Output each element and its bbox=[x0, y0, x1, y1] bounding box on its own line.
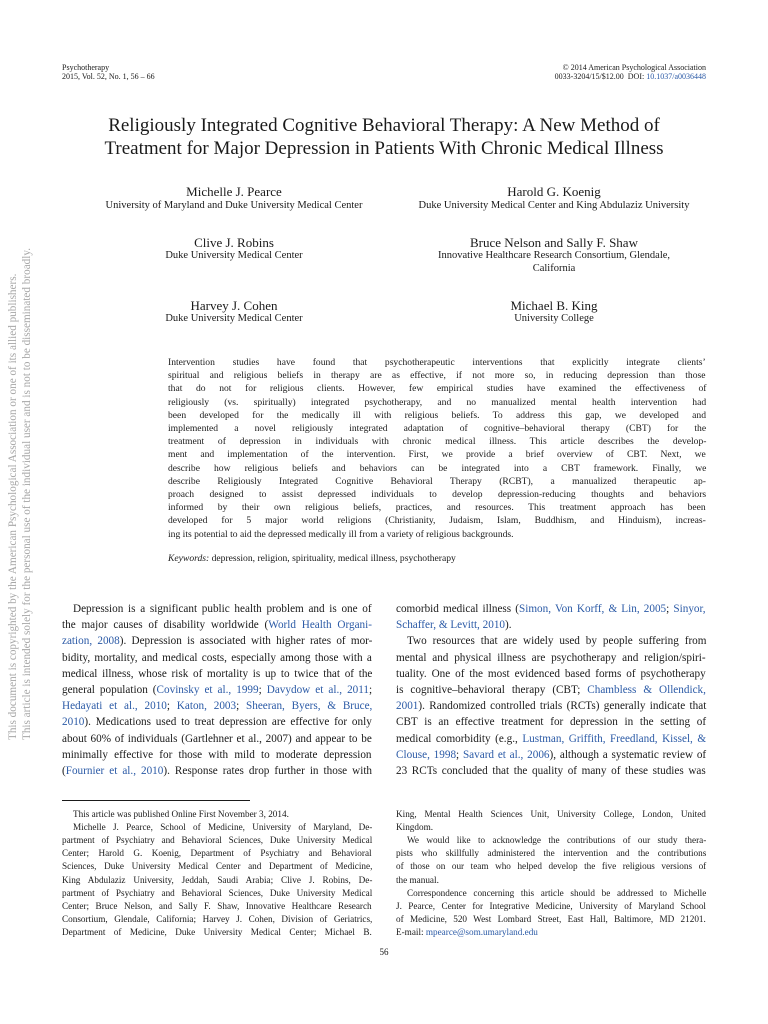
text-segment: ). Medications used to treat depression are effective for only bbox=[84, 716, 372, 729]
text-segment: general population ( bbox=[62, 684, 157, 696]
text-segment: the manual. bbox=[396, 874, 439, 885]
text-line bbox=[62, 701, 372, 712]
text-line bbox=[396, 717, 706, 728]
page-number: 56 bbox=[379, 947, 389, 957]
abstract-line: informed by their own religious beliefs, practices, and resources. This treatment approach has been bbox=[168, 502, 706, 514]
text-line bbox=[407, 889, 706, 898]
citation-link[interactable]: 2010 bbox=[62, 716, 85, 729]
text-line bbox=[396, 620, 512, 631]
text-segment: King Abdulaziz University, Jeddah, Saudi Arabia; Clive J. Robins, De- bbox=[62, 874, 373, 885]
citation-link[interactable]: Katon, 2003 bbox=[176, 700, 237, 713]
text-line bbox=[62, 653, 372, 664]
text-segment: mental and physical illness are psychotherapy and religion/spiri- bbox=[396, 651, 706, 664]
citation-link[interactable]: Sheeran, Byers, & Bruce, bbox=[246, 700, 373, 713]
abstract-line: Intervention studies have found that psychotherapeutic interventions that explicitly integrate clients’ bbox=[168, 357, 706, 368]
journal-volume: 2015, Vol. 52, No. 1, 56 – 66 bbox=[62, 72, 155, 81]
text-segment: Kingdom. bbox=[396, 822, 434, 833]
text-segment: CBT is an effective treatment for depression in the setting of bbox=[396, 716, 707, 729]
doi-line bbox=[555, 73, 706, 81]
text-segment: about 60% of individuals (Gartlehner et al., 2007) and appear to be bbox=[62, 732, 372, 745]
text-segment: ). Depression is associated with higher rates of mor- bbox=[119, 635, 373, 648]
text-segment: ). bbox=[505, 619, 512, 632]
text-line bbox=[62, 902, 372, 911]
text-segment: ; bbox=[258, 684, 267, 696]
abstract-line: been developed for the medically ill with religious beliefs. To address this gap, we developed and bbox=[168, 409, 707, 421]
abstract-line: ing its potential to aid the depressed medically ill from a variety of religious backgrounds. bbox=[168, 528, 514, 540]
text-segment: ), although a systematic review of bbox=[549, 748, 707, 761]
text-segment: partment of Psychiatry and Behavioral Sciences, Duke University Medical bbox=[62, 835, 373, 846]
abstract-line: religiously (vs. spiritually) integrated psychotherapy, and no manualized mental health intervention had bbox=[168, 396, 707, 408]
text-segment: Center; Bruce Nelson, and Sally F. Shaw, Innovative Healthcare Research bbox=[62, 900, 372, 911]
text-segment: ( bbox=[62, 765, 66, 777]
sidebar-copyright-line-1: This document is copyrighted by the American Psychological Association or one of its allied publishers. bbox=[7, 273, 19, 740]
citation-link[interactable]: Schaffer, & Levitt, 2010 bbox=[396, 619, 506, 632]
text-segment: ; bbox=[666, 603, 674, 615]
text-line bbox=[73, 823, 372, 832]
journal-name: Psychotherapy bbox=[62, 63, 110, 72]
author-affiliation: University of Maryland and Duke University Medical Center bbox=[105, 200, 363, 211]
text-segment: Depression is a significant public health problem and is one of bbox=[73, 603, 372, 615]
author-name: Clive J. Robins bbox=[194, 235, 274, 250]
text-segment: Center; Harold G. Koenig, Department of Psychiatry and Behavioral bbox=[62, 848, 372, 859]
text-line bbox=[62, 750, 372, 761]
text-segment: Two resources that are widely used by people suffering from bbox=[407, 635, 707, 648]
text-segment: Department of Medicine, Duke University Medical Center; Michael B. bbox=[62, 926, 372, 937]
text-segment: ; bbox=[236, 700, 247, 713]
text-segment: the major causes of disability worldwide ( bbox=[62, 619, 269, 632]
author-affiliation: Duke University Medical Center bbox=[165, 250, 303, 261]
text-line bbox=[396, 734, 706, 745]
abstract-line: proach designed to assist depressed individuals to develop depression-reducing thoughts and behaviors bbox=[168, 489, 707, 500]
citation-link[interactable]: Covinsky et al., 1999 bbox=[156, 684, 259, 696]
abstract-line: developed for 5 major world religions (Christianity, Judaism, Islam, Buddhism, and Hinduism), increas- bbox=[168, 515, 706, 527]
citation-link[interactable]: zation, 2008 bbox=[62, 635, 120, 648]
citation-link[interactable]: Fournier et al., 2010 bbox=[65, 765, 164, 777]
text-segment: ; bbox=[456, 748, 463, 761]
text-segment: ; bbox=[369, 684, 373, 696]
text-segment: ). Randomized controlled trials (RCTs) generally indicate that bbox=[418, 700, 707, 713]
text-line bbox=[396, 928, 538, 937]
copyright-notice: © 2014 American Psychological Association bbox=[562, 63, 706, 72]
citation-link[interactable]: Davydow et al., 2011 bbox=[266, 684, 370, 696]
text-segment: E-mail: bbox=[396, 926, 426, 937]
author-affiliation: University College bbox=[514, 313, 594, 324]
article-title-line-1: Religiously Integrated Cognitive Behavioral Therapy: A New Method of bbox=[108, 115, 660, 136]
citation-link[interactable]: Clouse, 1998 bbox=[396, 748, 457, 761]
text-line bbox=[62, 849, 372, 858]
abstract-line: treatment of depression in individuals with chronic medical illness. This article describes the develop- bbox=[168, 436, 707, 448]
sidebar-copyright-line-2: This article is intended solely for the personal use of the individual user and is not to be disseminated broadly. bbox=[21, 247, 33, 740]
text-line bbox=[73, 604, 372, 615]
text-line bbox=[62, 766, 372, 777]
text-line bbox=[62, 836, 372, 845]
text-segment: partment of Psychiatry and Behavioral Sciences, Duke University Medical bbox=[62, 887, 373, 898]
text-line bbox=[396, 604, 706, 615]
keywords-line bbox=[168, 554, 456, 564]
doi-label: DOI: bbox=[627, 72, 645, 81]
abstract-line: implemented a novel religiously integrated adaptation of cognitive–behavioral therapy (CBT) for the bbox=[168, 423, 707, 434]
text-line bbox=[396, 902, 706, 911]
text-segment: ; bbox=[166, 700, 177, 713]
text-segment: of Medicine, 520 West Lombard Street, East Hall, Baltimore, MD 21201. bbox=[396, 913, 706, 924]
text-line bbox=[396, 862, 706, 871]
text-line bbox=[62, 889, 372, 898]
abstract-line: describe how religious beliefs and behaviors can be integrated into a CBT framework. Finally, we bbox=[168, 462, 707, 474]
author-affiliation: California bbox=[532, 263, 576, 274]
text-line bbox=[73, 810, 289, 819]
citation-link[interactable]: Savard et al., 2006 bbox=[462, 748, 550, 761]
text-line bbox=[62, 717, 372, 728]
text-line bbox=[396, 653, 706, 664]
keywords-label: Keywords: bbox=[168, 553, 210, 564]
keywords-text: depression, religion, spirituality, medical illness, psychotherapy bbox=[211, 553, 456, 564]
citation-link[interactable]: Hedayati et al., 2010 bbox=[62, 700, 167, 713]
text-line bbox=[62, 636, 372, 647]
text-line bbox=[62, 928, 372, 937]
text-segment: bidity, mortality, and medical costs, especially among those with a bbox=[62, 651, 372, 664]
text-line bbox=[62, 734, 372, 745]
text-line bbox=[396, 876, 439, 885]
author-affiliation: Innovative Healthcare Research Consortium, Glendale, bbox=[437, 250, 671, 261]
text-segment: This article was published Online First November 3, 2014. bbox=[73, 809, 289, 819]
text-segment: ). Response rates drop further in those with bbox=[163, 765, 373, 777]
text-line bbox=[407, 836, 706, 845]
text-line bbox=[396, 750, 706, 761]
abstract-line: describe Religiously Integrated Cognitive Behavioral Therapy (RCBT), a manualized therapeutic ap- bbox=[168, 475, 706, 487]
text-line bbox=[62, 669, 372, 680]
issn: 0033-3204/15/$12.00 bbox=[554, 72, 624, 81]
text-line bbox=[396, 669, 706, 680]
text-line bbox=[62, 620, 372, 631]
text-segment: Sciences, Duke University Medical Center and Department of Medicine, bbox=[62, 861, 373, 872]
author-affiliation: Duke University Medical Center and King Abdulaziz University bbox=[418, 200, 690, 211]
abstract-line: ment and implementation of the intervention. First, we provide a brief overview of CBT. Next, we bbox=[168, 449, 706, 461]
text-line bbox=[62, 862, 372, 871]
text-segment: We would like to acknowledge the contributions of our study thera- bbox=[407, 835, 707, 846]
citation-link[interactable]: Sinyor, bbox=[673, 603, 706, 615]
text-segment: is cognitive–behavioral therapy (CBT; bbox=[396, 684, 588, 696]
text-segment: King, Mental Health Sciences Unit, University College, London, United bbox=[396, 809, 706, 819]
abstract-line: spiritual and religious beliefs in therapy are as effective, if not more so, in reducing depression than those bbox=[168, 370, 706, 382]
text-line bbox=[396, 810, 706, 819]
article-title-line-2: Treatment for Major Depression in Patients With Chronic Medical Illness bbox=[104, 138, 664, 159]
author-name: Michael B. King bbox=[510, 298, 598, 313]
citation-link[interactable]: Simon, Von Korff, & Lin, 2005 bbox=[519, 603, 667, 615]
footnote-rule bbox=[62, 800, 250, 801]
author-name: Harold G. Koenig bbox=[507, 184, 601, 199]
text-segment: Michelle J. Pearce, School of Medicine, University of Maryland, De- bbox=[73, 822, 373, 833]
text-line bbox=[396, 685, 706, 696]
abstract-line: that do not for religious clients. However, few empirical studies have examined the effectiveness of bbox=[168, 383, 707, 395]
text-line bbox=[396, 701, 706, 712]
text-segment: J. Pearce, Center for Integrative Medicine, University of Maryland School bbox=[396, 900, 706, 911]
text-line bbox=[407, 636, 706, 647]
author-affiliation: Duke University Medical Center bbox=[165, 313, 303, 324]
author-name: Michelle J. Pearce bbox=[186, 184, 282, 199]
author-name: Bruce Nelson and Sally F. Shaw bbox=[470, 235, 638, 250]
text-line bbox=[62, 685, 372, 696]
text-segment: medical illness, whose risk of mortality is up to twice that of the bbox=[62, 667, 373, 680]
text-line bbox=[396, 849, 706, 858]
text-line bbox=[396, 823, 433, 832]
citation-link[interactable]: Lustman, Griffith, Freedland, Kissel, & bbox=[522, 732, 707, 745]
citation-link[interactable]: 2001 bbox=[396, 700, 419, 713]
doi-link[interactable]: 10.1037/a0036448 bbox=[646, 72, 706, 81]
text-segment: tuality. One of the most evidenced based forms of psychotherapy bbox=[396, 667, 706, 680]
text-segment: Correspondence concerning this article should be addressed to Michelle bbox=[407, 887, 707, 898]
text-line bbox=[396, 766, 706, 777]
text-segment: medical comorbidity (e.g., bbox=[396, 732, 523, 745]
text-segment: 23 RCTs concluded that the quality of many of these studies was bbox=[396, 765, 706, 777]
text-segment: minimally effective for those with mild to moderate depression bbox=[62, 748, 372, 761]
citation-link[interactable]: World Health Organi- bbox=[268, 619, 372, 632]
text-segment: comorbid medical illness ( bbox=[396, 603, 519, 615]
text-line bbox=[62, 915, 372, 924]
citation-link[interactable]: mpearce@som.umaryland.edu bbox=[425, 926, 538, 937]
text-segment: of those on our team who helped develop the five religious versions of bbox=[396, 861, 707, 872]
citation-link[interactable]: Chambless & Ollendick, bbox=[587, 684, 706, 696]
text-line bbox=[62, 876, 372, 885]
author-name: Harvey J. Cohen bbox=[190, 298, 278, 313]
text-segment: pists who skillfully administered the intervention and the contributions bbox=[396, 848, 707, 859]
text-segment: Consortium, Glendale, California; Harvey J. Cohen, Division of Geriatrics, bbox=[62, 913, 373, 924]
text-line bbox=[396, 915, 706, 924]
